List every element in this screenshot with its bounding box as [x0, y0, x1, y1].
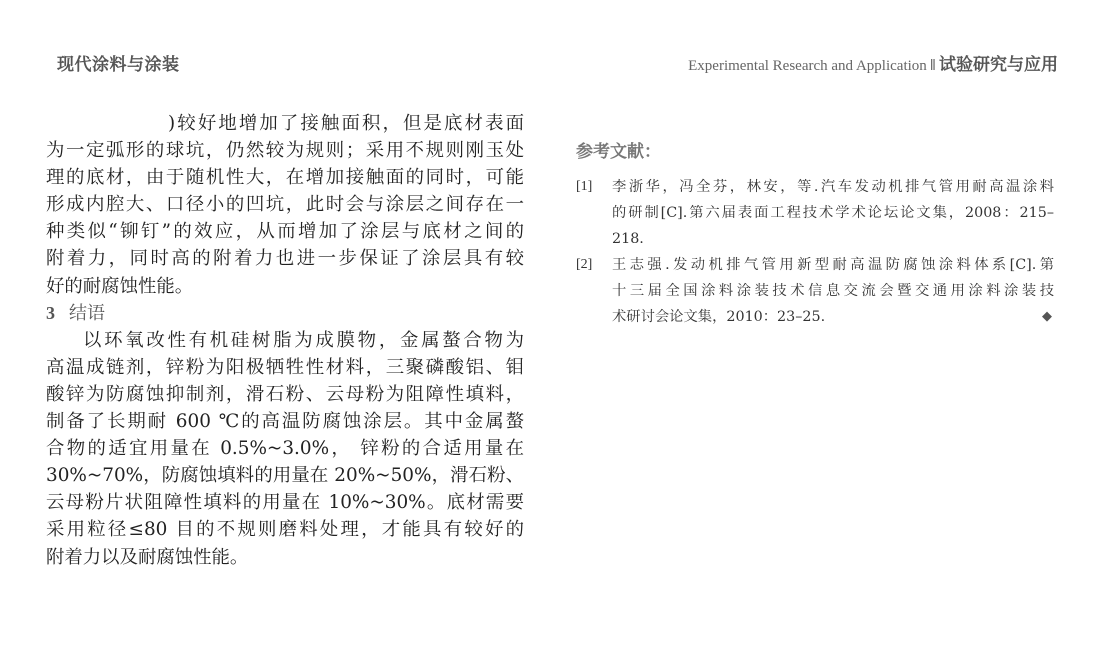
- journal-name: 现代涂料与涂装: [57, 55, 180, 75]
- text-line: 30%~70%，防腐蚀填料的用量在 20%~50%，滑石粉、: [46, 465, 524, 487]
- text-line: 采用粒径≤80 目的不规则磨料处理，才能具有较好的: [46, 519, 524, 541]
- section-name-en: Experimental Research and Application: [688, 58, 927, 74]
- reference-line: 十三届全国涂料涂装技术信息交流会暨交通用涂料涂装技: [612, 283, 1054, 299]
- reference-number: [1]: [576, 179, 593, 194]
- text-line: 形成内腔大、口径小的凹坑，此时会与涂层之间存在一: [46, 194, 524, 216]
- text-line: 以环氧改性有机硅树脂为成膜物，金属螯合物为: [83, 329, 524, 351]
- text-line: 种类似“铆钉”的效应，从而增加了涂层与底材之间的: [46, 221, 524, 243]
- text-line: 理的底材，由于随机性大，在增加接触面的同时，可能: [46, 167, 524, 189]
- section-title: 结语: [69, 302, 105, 324]
- reference-item: [576, 174, 1054, 252]
- reference-line: 术研讨会论文集，2010：23–25.: [612, 309, 826, 325]
- text-line: 合物的适宜用量在 0.5%~3.0%， 锌粉的合适用量在: [46, 438, 524, 460]
- reference-line: 的研制[C].第六届表面工程技术学术论坛论文集，2008：215–: [612, 205, 1054, 221]
- text-line: 制备了长期耐 600 ℃的高温防腐蚀涂层。其中金属螯: [46, 411, 524, 433]
- reference-line: 李浙华，冯全芬，林安，等.汽车发动机排气管用耐高温涂料: [612, 179, 1054, 195]
- section-heading: [46, 300, 524, 327]
- text-line: 为一定弧形的球坑，仍然较为规则；采用不规则刚玉处: [46, 140, 524, 162]
- reference-line: 218.: [612, 231, 644, 247]
- text-line: )较好地增加了接触面积，但是底材表面: [168, 113, 524, 134]
- text-line: 云母粉片状阻障性填料的用量在 10%~30%。底材需要: [46, 492, 524, 514]
- references-column: [576, 140, 1054, 330]
- reference-number: [2]: [576, 257, 593, 272]
- references-title: 参考文献：: [576, 142, 661, 162]
- reference-line: 王志强.发动机排气管用新型耐高温防腐蚀涂料体系[C].第: [612, 257, 1054, 273]
- header-separator: ‖: [929, 57, 936, 74]
- text-line: 酸锌为防腐蚀抑制剂，滑石粉、云母粉为阻障性填料，: [46, 383, 524, 405]
- main-text-column: [46, 110, 524, 571]
- section-name-zh: 试验研究与应用: [939, 55, 1058, 75]
- section-number: 3: [46, 302, 55, 323]
- end-mark-icon: ◆: [1042, 309, 1052, 324]
- text-line: 附着力，同时高的附着力也进一步保证了涂层具有较: [46, 248, 524, 270]
- running-header: [688, 50, 1058, 75]
- text-line: 高温成链剂，锌粉为阳极牺牲性材料，三聚磷酸铝、钼: [46, 356, 524, 378]
- reference-item: [576, 252, 1054, 330]
- text-line: 好的耐腐蚀性能。: [46, 275, 194, 297]
- text-line: 附着力以及耐腐蚀性能。: [46, 546, 249, 568]
